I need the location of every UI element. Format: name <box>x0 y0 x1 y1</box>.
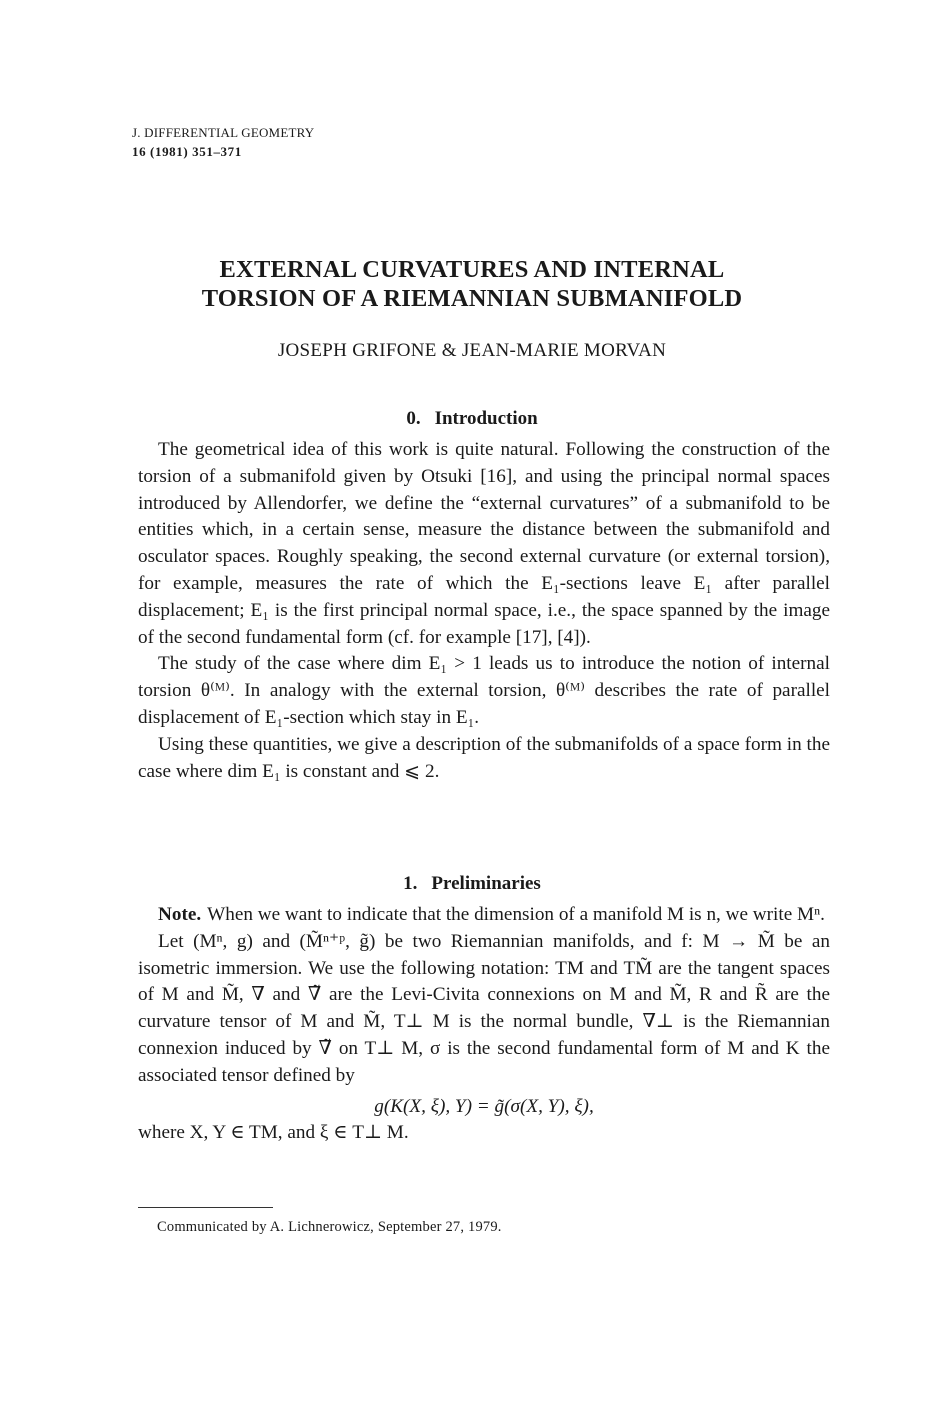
intro-paragraph-2: The study of the case where dim E₁ > 1 leads us to introduce the notion of internal torsion θ⁽ᴹ⁾. In analogy with the external torsion, θ⁽ᴹ⁾ describes the rate of parallel displacement of E₁-section which stay in E₁. <box>138 653 830 728</box>
journal-name: J. DIFFERENTIAL GEOMETRY <box>132 125 315 140</box>
section-heading-introduction <box>0 408 944 430</box>
title-line-2: TORSION OF A RIEMANNIAN SUBMANIFOLD <box>201 285 743 312</box>
paper-title <box>0 255 944 313</box>
title-line-1: EXTERNAL CURVATURES AND INTERNAL <box>219 256 725 283</box>
footnote-rule <box>138 1207 273 1208</box>
display-formula: g(K(X, ξ), Y) = g̃(σ(X, Y), ξ), <box>374 1095 594 1117</box>
section-title: Preliminaries <box>431 873 541 894</box>
section-heading-preliminaries <box>0 873 944 895</box>
journal-volume: 16 (1981) 351–371 <box>132 144 242 159</box>
intro-paragraph-1: The geometrical idea of this work is quite natural. Following the construction of the torsion of a submanifold given by Otsuki [16], and using the principal normal spaces introduced by Allendorfer, we define the “external curvatures” of a submanifold to be entities which, in a certain sense, measure the distance between the submanifold and osculator spaces. Roughly speaking, the second external curvature (or external torsion), for example, measures the rate of which the E₁-sections leave E₁ after parallel displacement; E₁ is the first principal normal space, i.e., the space spanned by the image of the second fundamental form (cf. for example [17], [4]). <box>138 439 830 648</box>
footnote: Communicated by A. Lichnerowicz, September 27, 1979. <box>157 1219 502 1235</box>
note-paragraph <box>138 902 830 929</box>
authors: JOSEPH GRIFONE & JEAN-MARIE MORVAN <box>277 340 667 361</box>
preliminaries-paragraph: Let (Mⁿ, g) and (M̃ⁿ⁺ᵖ, g̃) be two Riemannian manifolds, and f: M → M̃ be an isometric immersion. We use the following notation: TM and TM̃ are the tangent spaces of M and M̃, ∇ and ∇̃ are the Levi-Civita connexions on M and M̃, R and R̃ are the curvature tensor of M and M̃, T⊥ M is the normal bundle, ∇⊥ is the Riemannian connexion induced by ∇̃ on T⊥ M, σ is the second fundamental form of M and K the associated tensor defined by <box>138 930 830 1086</box>
formula-conclusion: where X, Y ∈ TM, and ξ ∈ T⊥ M. <box>138 1122 409 1144</box>
intro-paragraph-3: Using these quantities, we give a description of the submanifolds of a space form in the case where dim E₁ is constant and ⩽ 2. <box>138 733 830 782</box>
journal-header <box>132 123 314 161</box>
note-lead: Note. <box>158 904 202 925</box>
note-text: When we want to indicate that the dimension of a manifold M is n, we write Mⁿ. <box>207 904 825 925</box>
introduction-body <box>138 437 830 785</box>
preliminaries-body <box>138 902 830 1147</box>
section-number: 1. <box>403 873 418 894</box>
section-number: 0. <box>406 408 421 429</box>
section-title: Introduction <box>434 408 538 429</box>
